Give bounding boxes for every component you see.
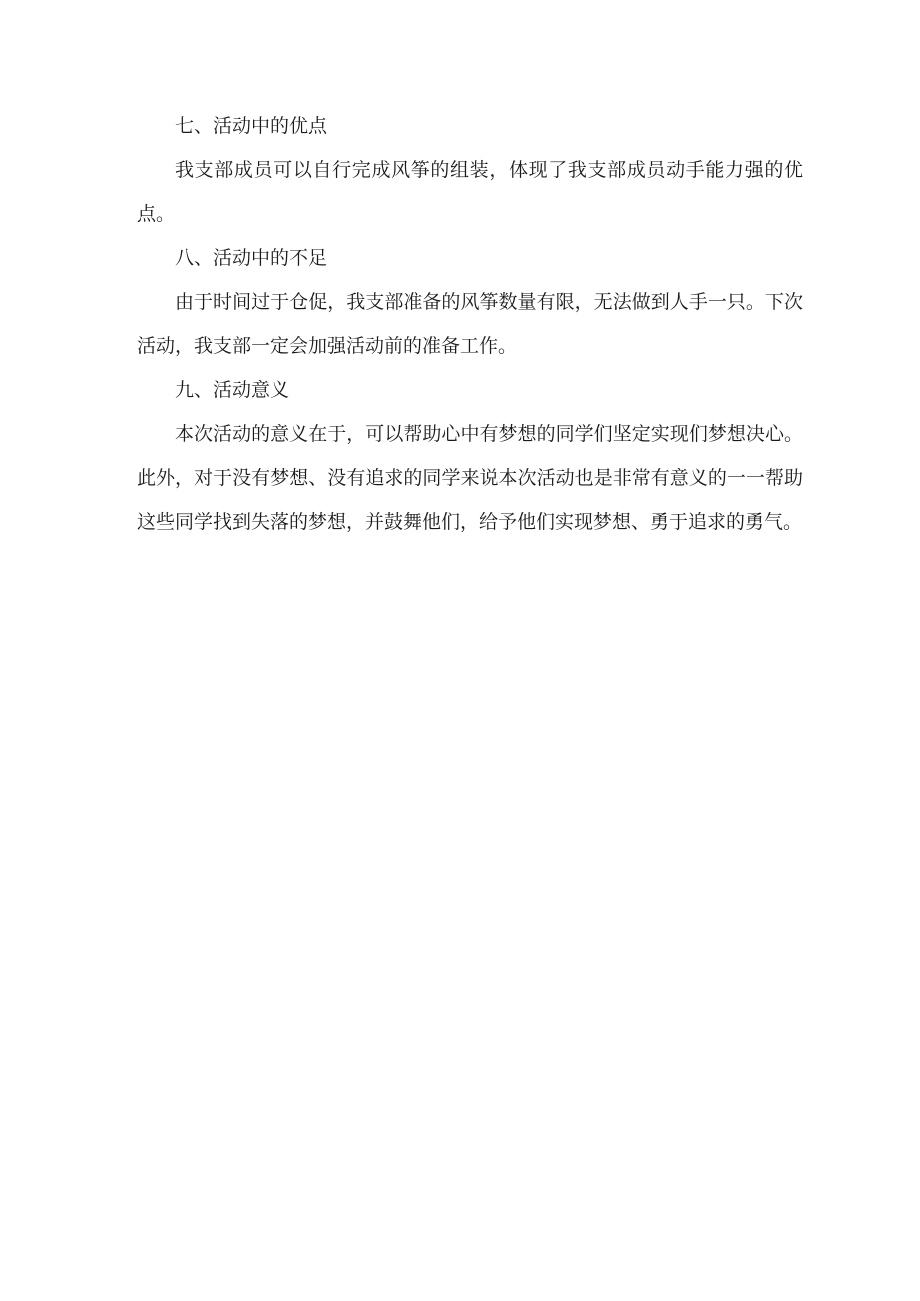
section-body-shortcomings: 由于时间过于仓促，我支部准备的风筝数量有限，无法做到人手一只。下次活动，我支部一定会加强活动前的准备工作。 (137, 291, 803, 357)
section-body-advantages: 我支部成员可以自行完成风筝的组装，体现了我支部成员动手能力强的优点。 (137, 159, 803, 225)
document-body (137, 104, 803, 544)
section-heading-advantages: 七、活动中的优点 (175, 115, 328, 137)
section-body-significance: 本次活动的意义在于，可以帮助心中有梦想的同学们坚定实现们梦想决心。此外，对于没有梦想、没有追求的同学来说本次活动也是非常有意义的一一帮助这些同学找到失落的梦想，并鼓舞他们，给予他们实现梦想、勇于追求的勇气。 (137, 423, 803, 533)
section-heading-significance: 九、活动意义 (175, 379, 290, 401)
section-heading-shortcomings: 八、活动中的不足 (175, 247, 328, 269)
